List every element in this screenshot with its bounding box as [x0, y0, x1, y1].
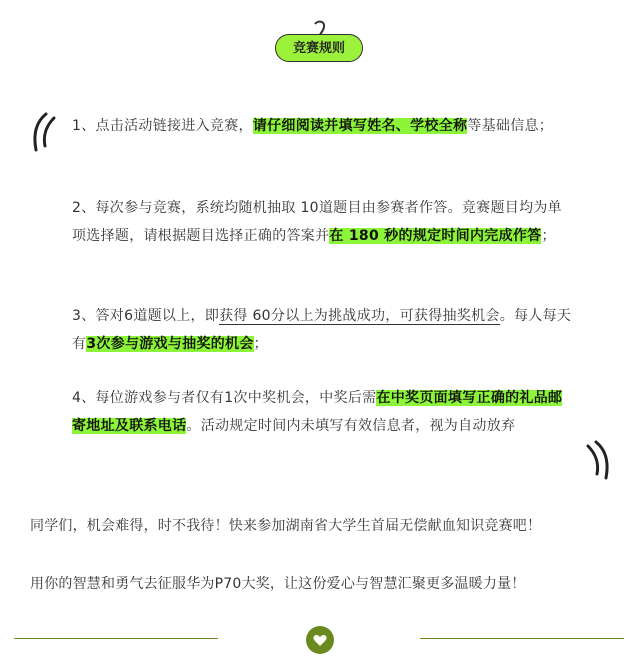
rule-2: 2、每次参与竞赛，系统均随机抽取 10道题目由参赛者作答。竞赛题目均为单项选择题，请根据题目选择正确的答案并在 180 秒的规定时间内完成作答；	[72, 200, 562, 244]
rule-3: 3、答对6道题以上，即获得 60分以上为挑战成功，可获得抽奖机会。每人每天有3次参与游戏与抽奖的机会；	[72, 308, 572, 352]
rule-1-highlight: 请仔细阅读并填写姓名、学校全称	[252, 118, 468, 134]
quote-open-icon	[30, 112, 58, 154]
divider-line-left	[14, 638, 218, 639]
divider-line-right	[420, 638, 624, 639]
footer-divider	[0, 624, 644, 664]
rules-section	[30, 90, 620, 480]
rule-1: 1、点击活动链接进入竞赛，请仔细阅读并填写姓名、学校全称等基础信息；	[72, 118, 554, 134]
closing-paragraph-2: 用你的智慧和勇气去征服华为P70大奖，让这份爱心与智慧汇聚更多温暖力量！	[30, 576, 526, 592]
section-badge	[272, 20, 368, 66]
rule-4: 4、每位游戏参与者仅有1次中奖机会，中奖后需在中奖页面填写正确的礼品邮寄地址及联系电话。活动规定时间内未填写有效信息者，视为自动放弃	[72, 390, 563, 434]
closing-paragraph-1: 同学们，机会难得，时不我待！快来参加湖南省大学生首届无偿献血知识竞赛吧！	[30, 518, 542, 534]
quote-close-icon	[584, 438, 612, 480]
badge-label: 竞赛规则	[275, 34, 363, 62]
heart-button[interactable]	[306, 626, 334, 654]
rule-2-highlight: 在 180 秒的规定时间内完成作答	[329, 228, 542, 244]
heart-icon	[313, 634, 327, 647]
rule-4-highlight: 在中奖页面填写正确的礼品邮寄地址及联系电话	[72, 390, 563, 434]
rule-3-underline: 获得 60分以上为挑战成功，可获得抽奖机会	[219, 308, 500, 324]
rule-3-highlight: 3次参与游戏与抽奖的机会	[86, 336, 254, 352]
